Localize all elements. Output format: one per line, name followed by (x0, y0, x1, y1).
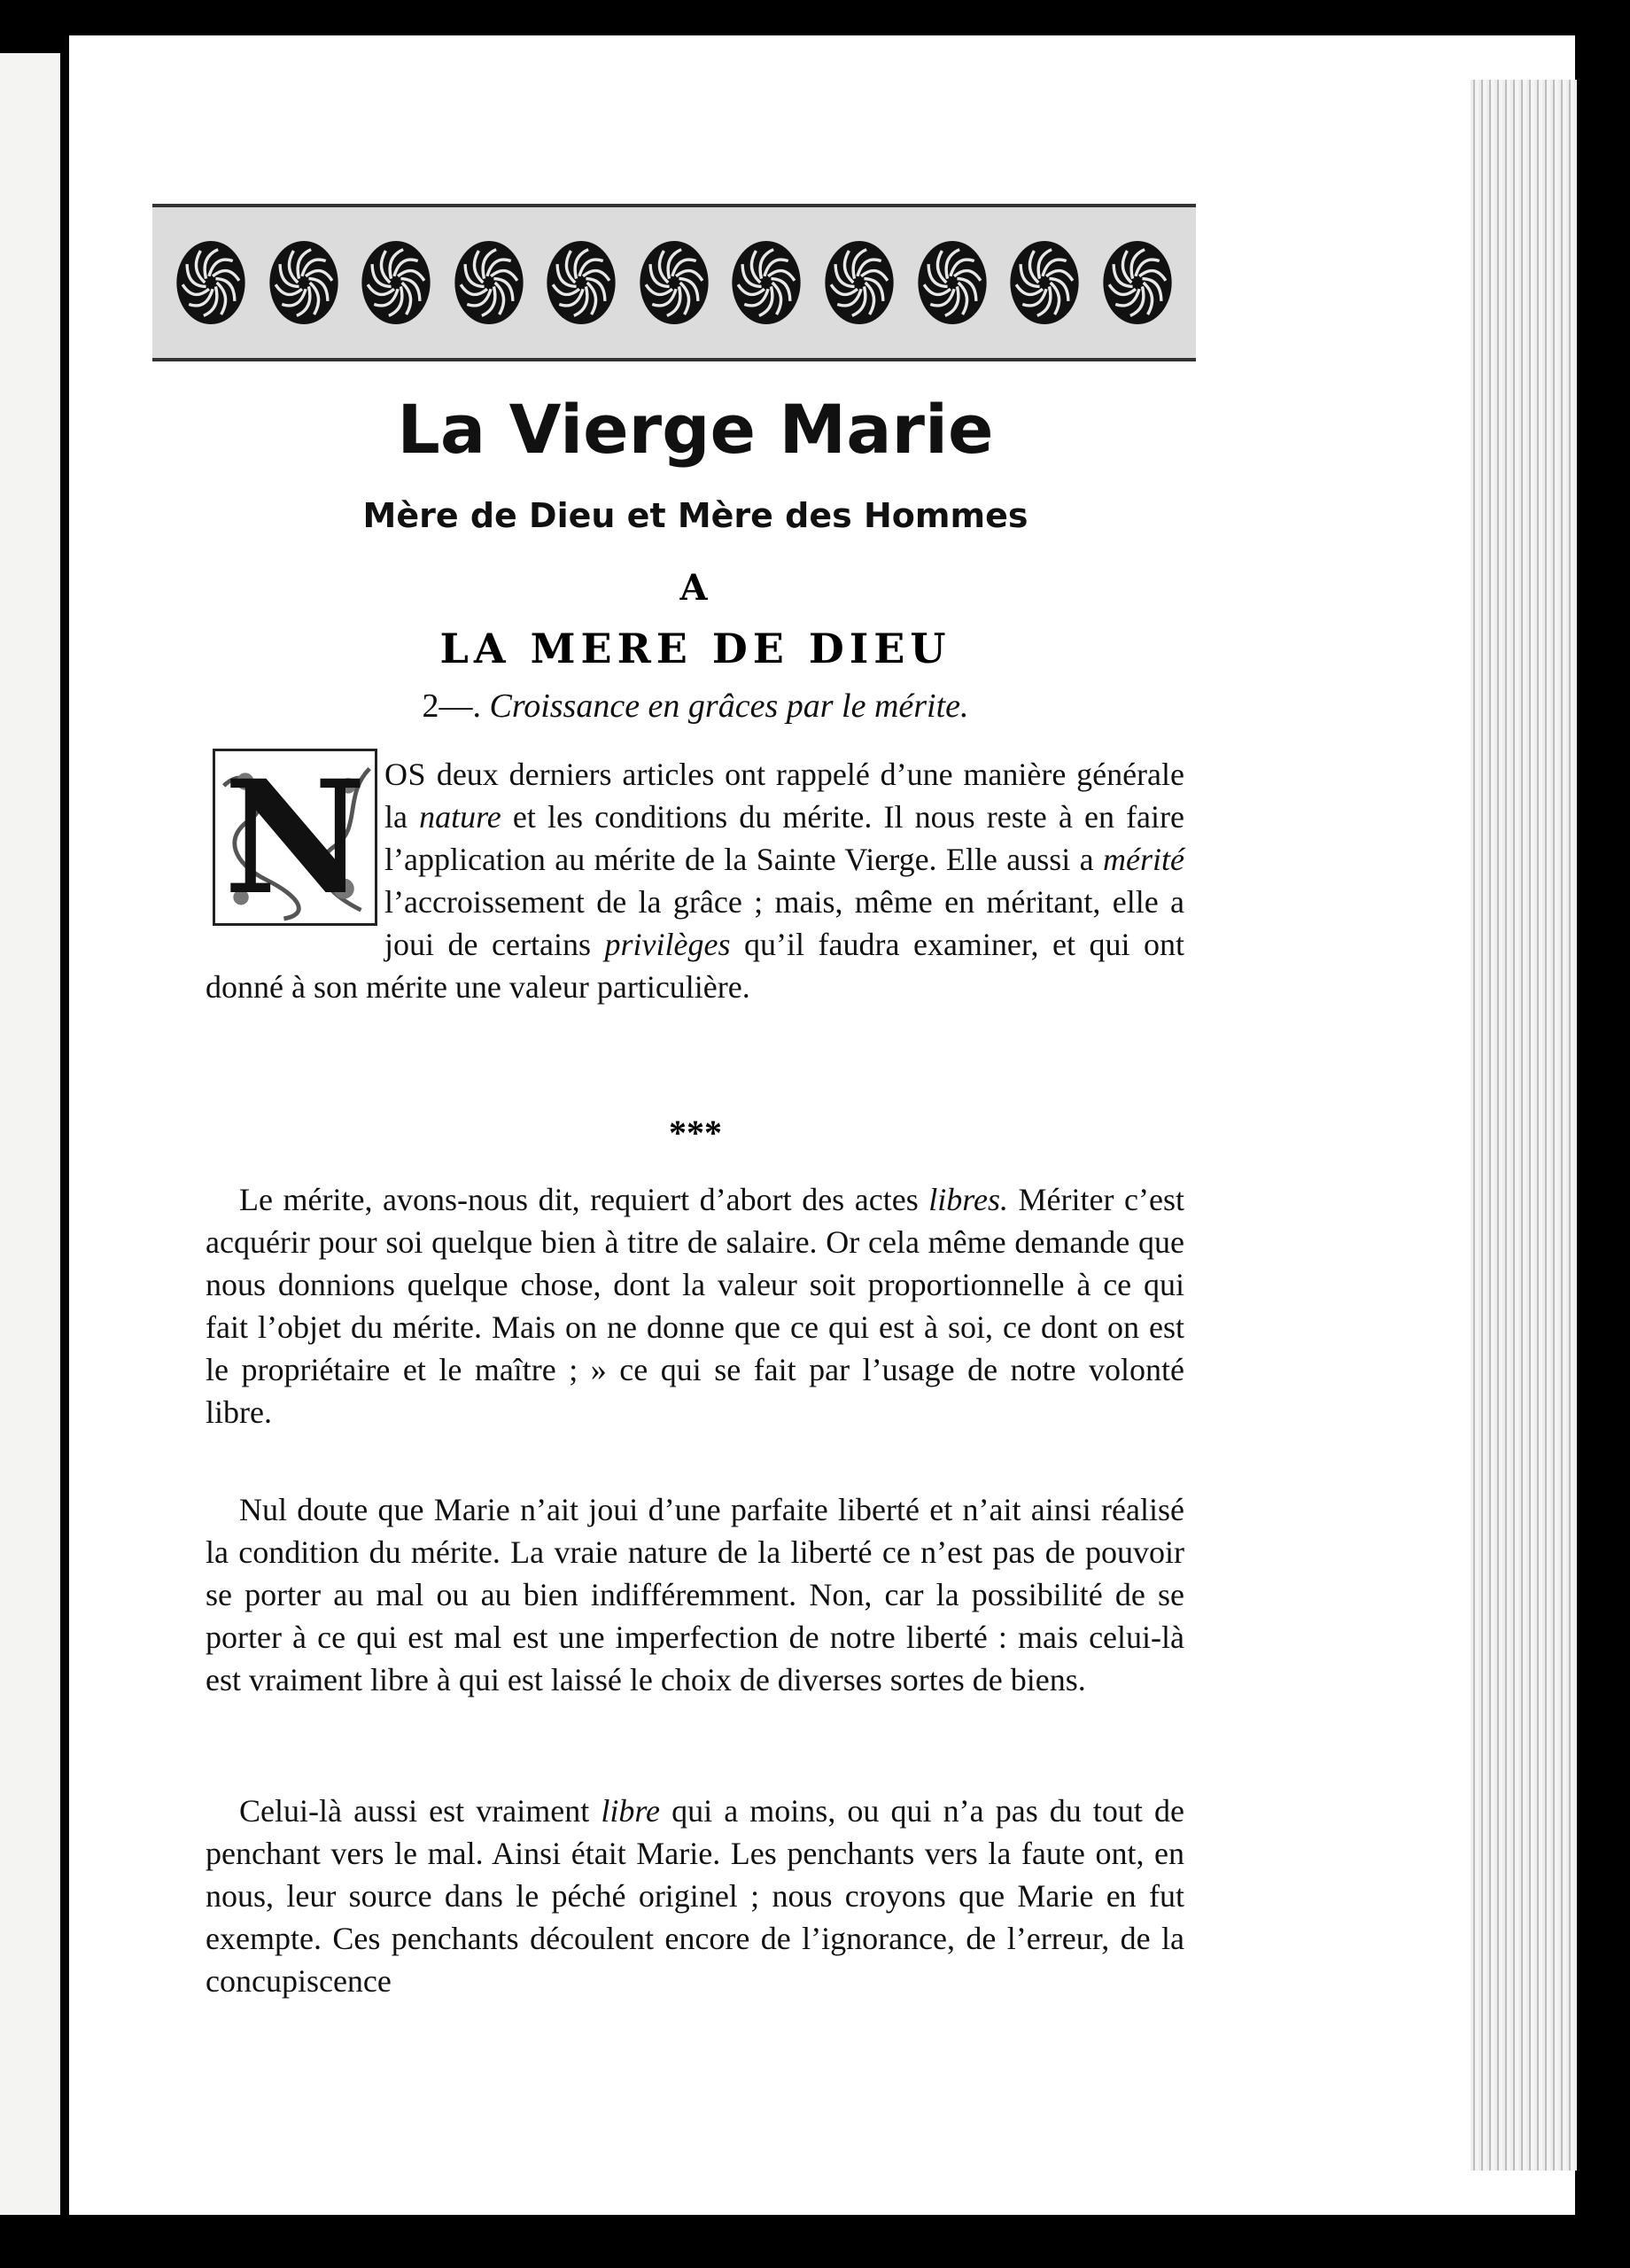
page-stack-edge (1471, 80, 1577, 2171)
p1-text-b: Mériter c’est acquérir pour soi quelque bien à titre de salaire. Or cela même demande que nous donnions quelque chose, dont la valeur soit proportionnelle à ce qui fait l’objet du mérite. Mais on ne donne que ce qui est à soi, ce dont on est le propriétaire et le maître ; » ce qui se fait par l’usage de notre volonté libre. (206, 1182, 1184, 1430)
p3-libre: libre (601, 1793, 660, 1829)
p3-text-a: Celui-là aussi est vraiment (239, 1793, 602, 1829)
intro-merite: mérité (1103, 842, 1184, 877)
subheading-text: Croissance en grâces par le mérite. (489, 687, 969, 725)
spiral-rosette-icon (729, 237, 803, 329)
paragraph-2: Nul doute que Marie n’ait joui d’une parfaite liberté et n’ait ainsi réalisé la condition du mérite. La vraie nature de la liberté ce n’est pas de pouvoir se porter au mal ou au bien indifféremment. Non, car la possibilité de se porter à ce qui est mal est une imperfection de notre liberté : mais celui-là est vraiment libre à qui est laissé le choix de diverses sortes de biens. (206, 1492, 1184, 1697)
p1-text-a: Le mérite, avons-nous dit, requiert d’abort des actes (239, 1182, 929, 1217)
intro-text-4: qu’il faudra examiner, et qui ont donné à son mérite une valeur particulière. (206, 927, 1185, 1005)
article-subheading (133, 687, 1258, 726)
intro-first-word: OS (384, 757, 427, 792)
spiral-rosette-icon (637, 237, 711, 329)
paragraph-1 (206, 1178, 1184, 1433)
spiral-rosette-icon (359, 237, 433, 329)
section-letter: A (679, 567, 711, 609)
spiral-rosette-icon (915, 237, 990, 329)
page-title: La Vierge Marie (397, 390, 994, 469)
spiral-rosette-icon (544, 237, 618, 329)
spiral-rosette-icon (174, 237, 248, 329)
intro-text-2: et les conditions du mérite. Il nous reste à en faire l’application au mérite de la Sainte Vierge. Elle aussi a (384, 799, 1185, 877)
section-heading: LA MERE DE DIEU (439, 625, 951, 672)
intro-paragraph (206, 745, 1185, 1008)
p3-text-b: qui a moins, ou qui n’a pas du tout de penchant vers le mal. Ainsi était Marie. Les penchants vers la faute ont, en nous, leur source dans le péché originel ; nous croyons que Marie en fut exempte. Ces penchants découlent encore de l’ignorance, de l’erreur, de la concupiscence (206, 1793, 1185, 1999)
dropcap-spacer (206, 745, 383, 930)
asterism-separator: *** (669, 1113, 722, 1153)
spiral-rosette-icon (452, 237, 526, 329)
spiral-rosette-icon (822, 237, 896, 329)
intro-privileges: privilèges (604, 927, 731, 962)
facing-page-edge (0, 53, 60, 2215)
dropcap-letter: N (223, 745, 367, 929)
spiral-rosette-icon (1007, 237, 1082, 329)
decorative-header-band (152, 204, 1196, 361)
spiral-rosette-icon (1100, 237, 1175, 329)
intro-text-1: deux derniers articles ont rappelé d’une manière générale la (384, 757, 1184, 835)
intro-text-3: l’accroissement de la grâce ; mais, même en méritant, elle a joui de certains (384, 884, 1184, 962)
paragraph-3 (206, 1790, 1184, 2002)
spiral-rosette-icon (267, 237, 341, 329)
intro-nature: nature (419, 799, 501, 835)
p1-libres: libres. (928, 1182, 1008, 1217)
subheading-number: 2—. (422, 687, 481, 725)
page-subtitle: Mère de Dieu et Mère des Hommes (362, 496, 1028, 535)
